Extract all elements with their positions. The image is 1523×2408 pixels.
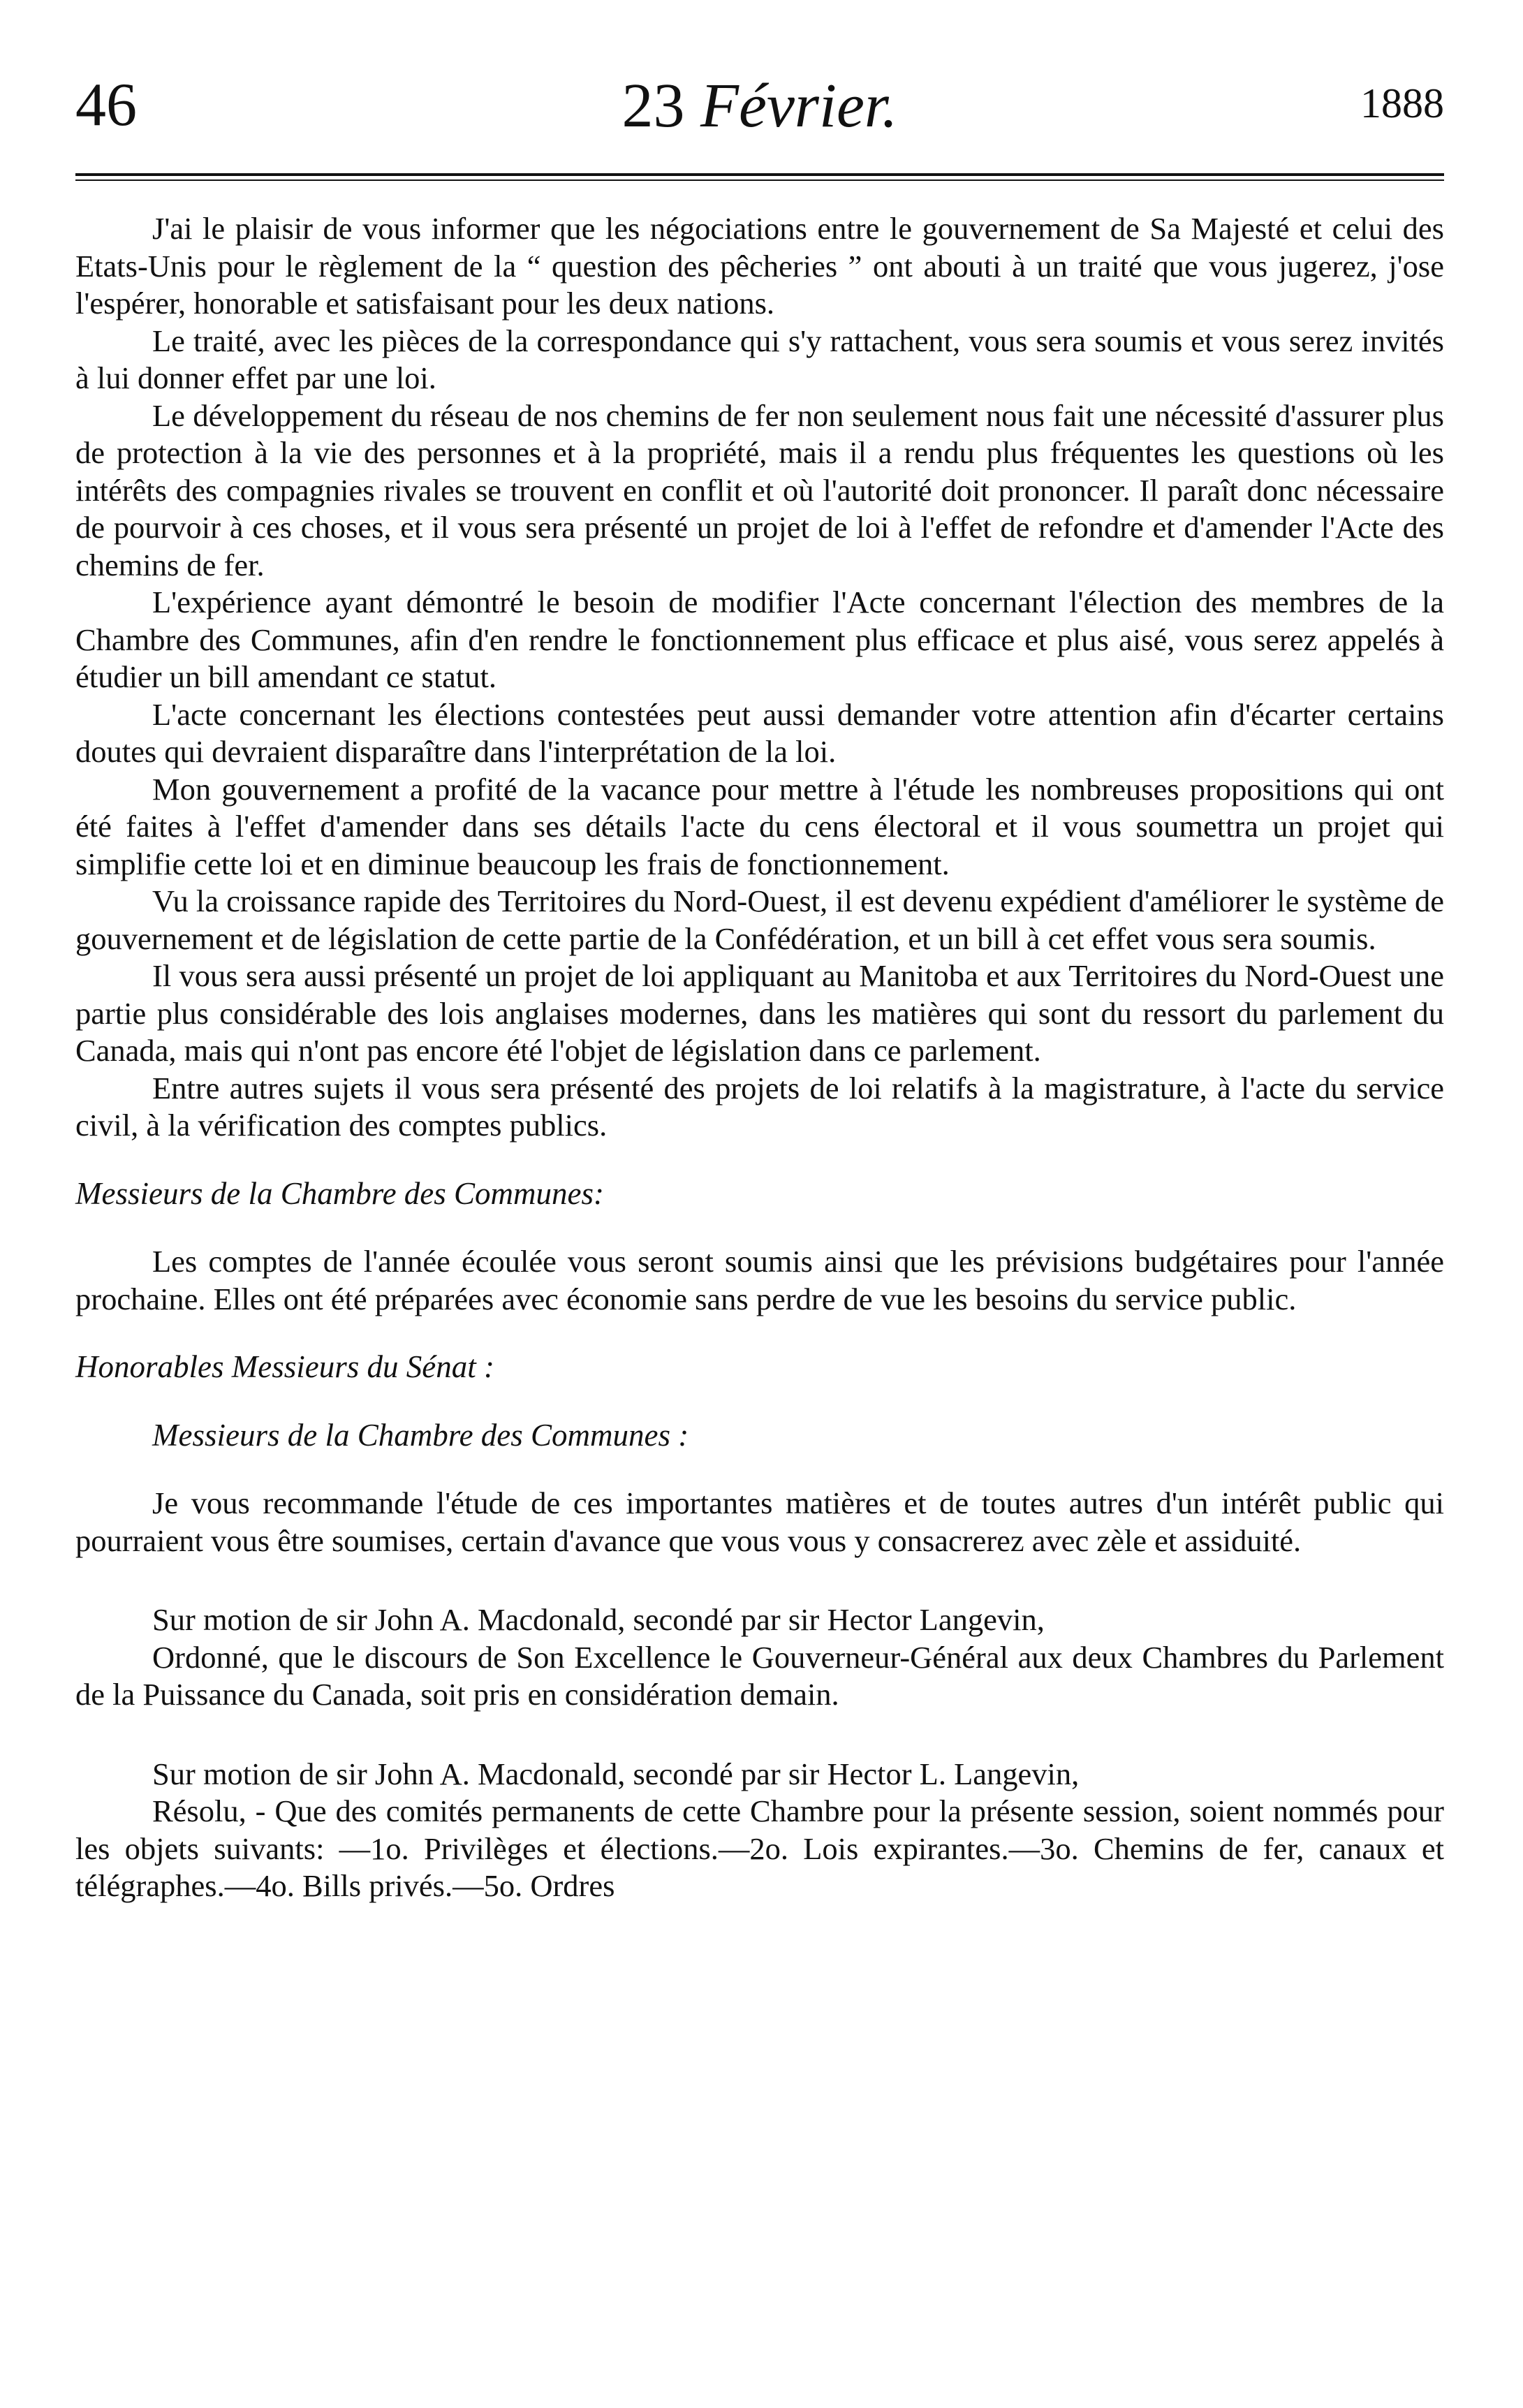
paragraph: J'ai le plaisir de vous informer que les négociations entre le gouvernement de Sa Majesté et celui des Etats-Unis pour le règlement de la “ question des pêcheries ” ont abouti à un traité que vous jugerez, j'ose l'espérer, honorable et satisfaisant pour les deux nations. <box>75 211 1444 321</box>
motion-1-text: Ordonné, que le discours de Son Excellence le Gouverneur-Général aux deux Chambres du Parlement de la Puissance du Canada, soit pris en considération demain. <box>75 1639 1444 1712</box>
page-number: 46 <box>75 71 137 139</box>
motion-2-intro: Sur motion de sir John A. Macdonald, secondé par sir Hector L. Langevin, <box>152 1756 1080 1791</box>
paragraph: Il vous sera aussi présenté un projet de loi appliquant au Manitoba et aux Territoires du Nord-Ouest une partie plus considérable des lois anglaises modernes, dans les matières qui sont du ressort du parlement du Canada, mais qui n'ont pas encore été l'objet de législation dans ce parlement. <box>75 958 1444 1068</box>
header-rule <box>75 173 1444 181</box>
document-page <box>75 70 1444 1905</box>
page-header <box>75 70 1444 154</box>
motion-1-intro: Sur motion de sir John A. Macdonald, secondé par sir Hector Langevin, <box>152 1602 1045 1637</box>
section-heading-commons: Messieurs de la Chambre des Communes: <box>75 1175 605 1211</box>
running-title-day: 23 <box>621 71 685 140</box>
section-heading-senate: Honorables Messieurs du Sénat : <box>75 1349 494 1384</box>
body-text <box>75 210 1444 1905</box>
running-title <box>75 70 1444 142</box>
paragraph: L'expérience ayant démontré le besoin de modifier l'Acte concernant l'élection des membres de la Chambre des Communes, afin d'en rendre le fonctionnement plus efficace et plus aisé, vous serez appelés à étudier un bill amendant ce statut. <box>75 585 1444 694</box>
motion-2-text: Résolu, - Que des comités permanents de cette Chambre pour la présente session, soient nommés pour les objets suivants: —1o. Privilèges et élections.—2o. Lois expirantes.—3o. Chemins de fer, canaux et télégraphes.—4o. Bills privés.—5o. Ordres <box>75 1793 1444 1903</box>
paragraph-closing: Je vous recommande l'étude de ces importantes matières et de toutes autres d'un intérêt public qui pourraient vous être soumises, certain d'avance que vous vous y consacrerez avec zèle et assiduité. <box>75 1485 1444 1558</box>
page-year: 1888 <box>1360 80 1444 126</box>
paragraph: Le traité, avec les pièces de la correspondance qui s'y rattachent, vous sera soumis et vous serez invités à lui donner effet par une loi. <box>75 323 1444 395</box>
paragraph: Le développement du réseau de nos chemins de fer non seulement nous fait une nécessité d'assurer plus de protection à la vie des personnes et à la propriété, mais il a rendu plus fréquentes les questions où les intérêts des compagnies rivales se trouvent en conflit et où l'autorité doit prononcer. Il paraît donc nécessaire de pourvoir à ces choses, et il vous sera présenté un projet de loi à l'effet de refondre et d'amender l'Acte des chemins de fer. <box>75 397 1444 582</box>
paragraph: Vu la croissance rapide des Territoires du Nord-Ouest, il est devenu expédient d'améliorer le système de gouvernement et de législation de cette partie de la Confédération, et un bill à cet effet vous sera soumis. <box>75 883 1445 956</box>
paragraph: Mon gouvernement a profité de la vacance pour mettre à l'étude les nombreuses propositions qui ont été faites à l'effet d'amender dans ses détails l'acte du cens électoral et il vous soumettra un projet qui simplifie cette loi et en diminue beaucoup les frais de fonctionnement. <box>75 771 1444 881</box>
spacer <box>75 1559 1444 1601</box>
spacer <box>75 1714 1444 1756</box>
paragraph-budget: Les comptes de l'année écoulée vous seront soumis ainsi que les prévisions budgétaires pour l'année prochaine. Elles ont été préparées avec économie sans perdre de vue les besoins du service public. <box>75 1244 1444 1316</box>
paragraph: Entre autres sujets il vous sera présenté des projets de loi relatifs à la magistrature, à l'acte du service civil, à la vérification des comptes publics. <box>75 1070 1444 1143</box>
section-heading-commons-2: Messieurs de la Chambre des Communes : <box>152 1417 689 1453</box>
paragraph: L'acte concernant les élections contestées peut aussi demander votre attention afin d'écarter certains doutes qui devraient disparaître dans l'interprétation de la loi. <box>75 696 1444 769</box>
running-title-month: Février. <box>700 71 898 140</box>
